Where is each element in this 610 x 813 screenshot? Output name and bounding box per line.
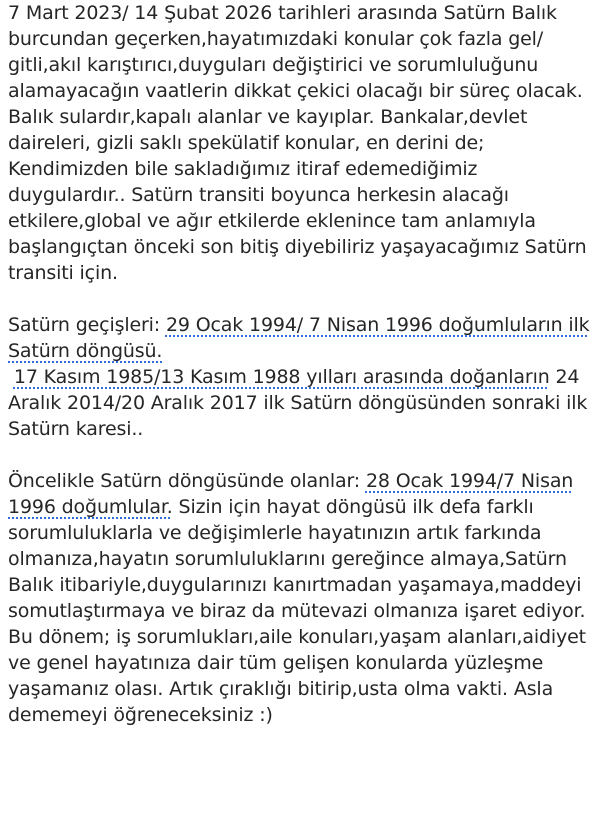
text-segment: Öncelikle Satürn döngüsünde olanlar: — [8, 470, 366, 492]
text-line: burcundan geçerken,hayatımızdaki konular çok fazla gel/ — [8, 28, 544, 50]
text-line: sorumluluklarla ve değişimlerle hayatınızın artık farkında — [8, 522, 542, 544]
paragraph-saturn-pisces — [8, 0, 610, 286]
text-line: Balık sulardır,kapalı alanlar ve kayıplar. Bankalar,devlet — [8, 106, 528, 128]
text-line: Bu dönem; iş sorumlukları,aile konuları,yaşam alanları,aidiyet — [8, 626, 586, 648]
text-line: yaşamanız olası. Artık çıraklığı bitirip,usta olma vakti. Asla — [8, 678, 554, 700]
text-line: ve genel hayatınıza dair tüm gelişen konularda yüzleşme — [8, 652, 544, 674]
text-line — [8, 494, 610, 520]
text-line: Balık itibariyle,duygularınızı kanırtmadan yaşamaya,maddeyi — [8, 574, 582, 596]
text-segment: Sizin için hayat döngüsü ilk defa farklı — [172, 496, 534, 518]
date-link[interactable]: 17 Kasım 1985/13 Kasım 1988 yılları arasında doğanların — [13, 366, 550, 388]
date-link[interactable]: 29 Ocak 1994/ 7 Nisan 1996 doğumluların ilk — [165, 314, 590, 336]
text-line: olmanıza,hayatın sorumluluklarını gereğince almaya,Satürn — [8, 548, 567, 570]
paragraph-saturn-cycle — [8, 468, 610, 728]
text-line — [8, 468, 610, 494]
text-line: alamayacağın vaatlerin dikkat çekici olacağı bir süreç olacak. — [8, 80, 583, 102]
date-link[interactable]: 1996 doğumlular. — [8, 496, 173, 518]
text-line: başlangıçtan önceki son bitiş diyebiliriz yaşayacağımız Satürn — [8, 236, 587, 258]
date-link[interactable]: 28 Ocak 1994/7 Nisan — [365, 470, 574, 492]
text-line — [8, 312, 610, 338]
text-line: Aralık 2014/20 Aralık 2017 ilk Satürn döngüsünden sonraki ilk — [8, 392, 588, 414]
text-line: duygulardır.. Satürn transiti boyunca herkesin alacağı — [8, 184, 509, 206]
text-line: transiti için. — [8, 262, 118, 284]
date-link[interactable]: Satürn döngüsü. — [8, 340, 163, 362]
paragraph-saturn-transits — [8, 312, 610, 442]
text-line: daireleri, gizli saklı spekülatif konular, en derini de; — [8, 132, 485, 154]
text-segment: 24 — [549, 366, 580, 388]
text-line — [8, 338, 610, 364]
text-line: somutlaştırmaya ve biraz da mütevazi olmanıza işaret ediyor. — [8, 600, 586, 622]
text-line: Satürn karesi.. — [8, 418, 144, 440]
text-line: etkilere,global ve ağır etkilerde eklenince tam anlamıyla — [8, 210, 536, 232]
text-segment: Satürn geçişleri: — [8, 314, 166, 336]
text-line: 7 Mart 2023/ 14 Şubat 2026 tarihleri arasında Satürn Balık — [8, 2, 557, 24]
text-line: dememeyi öğreneceksiniz :) — [8, 704, 273, 726]
paragraph-gap — [8, 286, 610, 312]
text-line: Kendimizden bile sakladığımız itiraf edemediğimiz — [8, 158, 478, 180]
text-line: gitli,akıl karıştırıcı,duyguları değiştirici ve sorumluluğunu — [8, 54, 539, 76]
paragraph-gap — [8, 442, 610, 468]
text-line — [8, 364, 610, 390]
